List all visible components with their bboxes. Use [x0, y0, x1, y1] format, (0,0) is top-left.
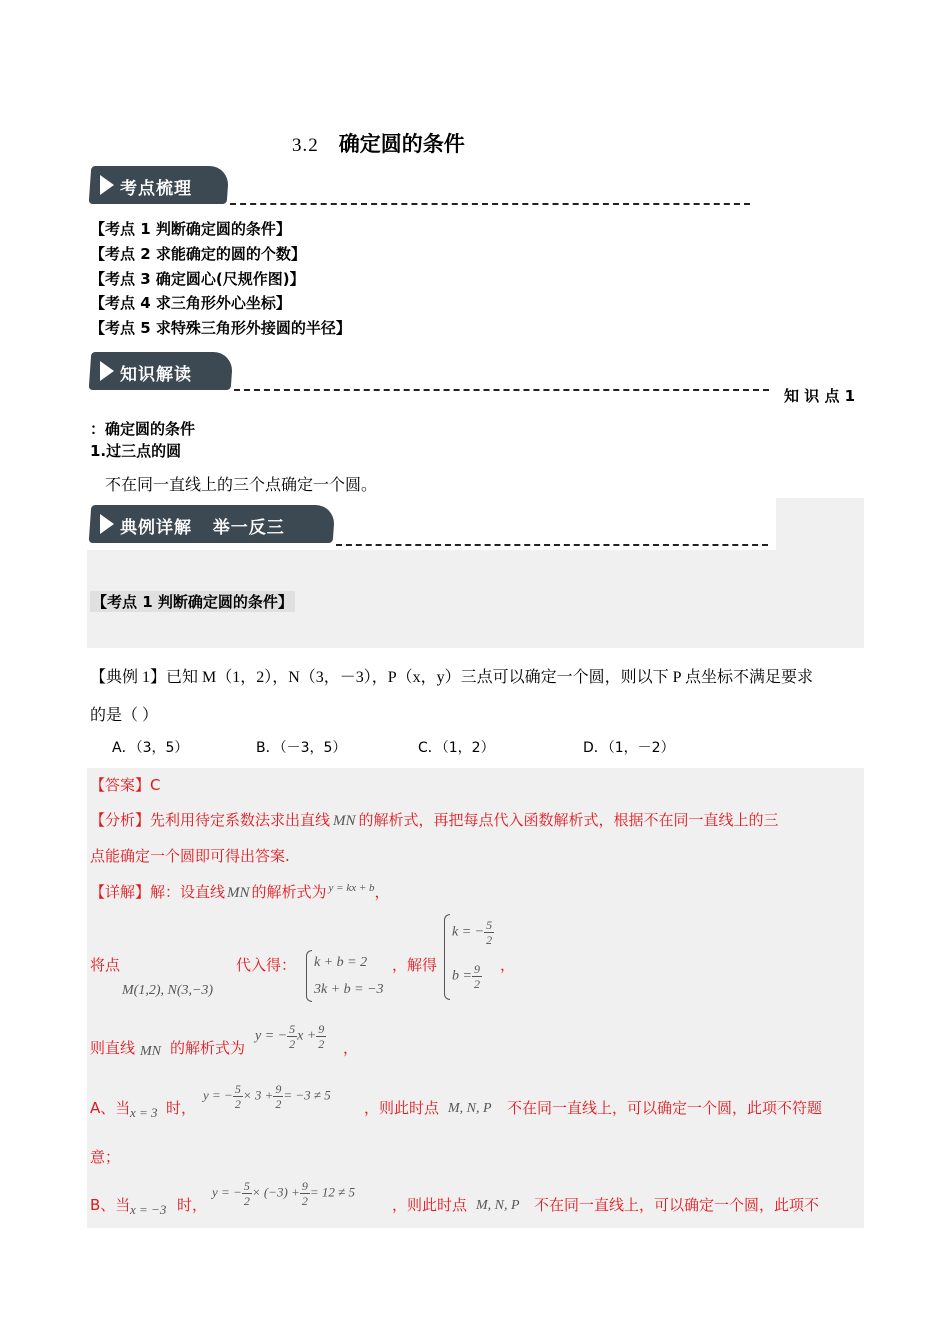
analysis-line2: 点能确定一个圆即可得出答案. — [90, 847, 290, 865]
banner-zhishi-label: 知识解读 — [120, 365, 192, 385]
optA-calc: y = − $\frac{5}{2}$ × 3 + $\frac{9}{2}$ = −3 ≠ 5 — [203, 1082, 331, 1111]
optA-then: ，则此时点 — [364, 1099, 440, 1117]
optA-when: 时， — [166, 1099, 197, 1117]
knowledge-point-title: ：确定圆的条件 — [90, 420, 196, 438]
banner-zhishi — [90, 352, 234, 390]
kaodian-item-5: 【考点 5 求特殊三角形外接圆的半径】 — [90, 319, 351, 337]
example-stem-line1: 【典例 1】已知 M（1，2），N（3，－3），P（x，y）三点可以确定一个圆，则以下 P 点坐标不满足要求 — [90, 669, 813, 686]
optB-x: x = −3 — [130, 1202, 167, 1217]
section-header: 【考点 1 判断确定圆的条件】 — [92, 593, 293, 611]
analysis-line1: 【分析】先利用待定系数法求出直线 MN 的解析式，再把每点代入函数解析式，根据不在同一直线上的三 — [90, 811, 779, 829]
knowledge-content: 不在同一直线上的三个点确定一个圆。 — [105, 477, 378, 494]
substitute-label-2: 代入得： — [236, 956, 297, 974]
answer-line: 【答案】C — [90, 776, 161, 794]
title-number: 3.2 — [292, 135, 319, 156]
optB-label: B、当 — [90, 1196, 131, 1214]
example-stem-line2: 的是（ ） — [90, 707, 159, 724]
page-title — [292, 128, 465, 158]
kaodian-item-4: 【考点 4 求三角形外心坐标】 — [90, 294, 291, 312]
banner-dianli-label: 典例详解 举一反三 — [120, 518, 285, 538]
brace — [444, 914, 450, 1000]
line-eq-label-2: 的解析式为 — [170, 1039, 246, 1057]
b-solution: b = $\frac{9}{2}$ — [452, 962, 480, 991]
play-icon — [100, 361, 114, 381]
line-eq-label: 则直线 — [90, 1039, 136, 1057]
option-c: C．（1，2） — [418, 740, 495, 756]
eq2: 3k + b = −3 — [314, 982, 384, 997]
knowledge-subtitle: 1.过三点的圆 — [90, 442, 182, 460]
option-a: A．（3，5） — [112, 740, 189, 756]
math-mn: MN — [140, 1044, 161, 1059]
play-icon — [100, 514, 114, 534]
divider — [336, 544, 768, 546]
optB-conclusion: 不在同一直线上，可以确定一个圆，此项不 — [534, 1196, 820, 1214]
optA-points: M, N, P — [448, 1101, 492, 1116]
k-solution: k = − $\frac{5}{2}$ — [452, 918, 493, 947]
optA-conclusion: 不在同一直线上，可以确定一个圆，此项不符题 — [507, 1099, 823, 1117]
optA-x: x = 3 — [130, 1105, 158, 1120]
title-text: 确定圆的条件 — [338, 132, 465, 156]
kaodian-item-1: 【考点 1 判断确定圆的条件】 — [90, 220, 291, 238]
play-icon — [100, 175, 114, 195]
banner-kaodian — [90, 166, 230, 204]
brace — [306, 950, 312, 1002]
eq1: k + b = 2 — [314, 955, 368, 970]
solve-label: ，解得 — [392, 956, 438, 974]
option-b: B．（－3，5） — [256, 740, 347, 756]
option-d: D．（1，－2） — [583, 740, 675, 756]
substitute-label: 将点 — [90, 956, 121, 974]
optA-end: 意； — [90, 1148, 121, 1166]
optB-when: 时， — [177, 1196, 208, 1214]
optB-then: ，则此时点 — [392, 1196, 468, 1214]
banner-kaodian-label: 考点梳理 — [120, 179, 192, 199]
divider — [234, 389, 769, 391]
optB-points: M, N, P — [476, 1198, 520, 1213]
divider — [230, 203, 750, 205]
kaodian-item-3: 【考点 3 确定圆心(尺规作图)】 — [90, 270, 305, 288]
line-equation: y = − $\frac{5}{2}$ x + $\frac{9}{2}$ — [255, 1022, 325, 1051]
optB-calc: y = − $\frac{5}{2}$ × (−3) + $\frac{9}{2}$ = 12 ≠ 5 — [212, 1179, 355, 1208]
kaodian-item-2: 【考点 2 求能确定的圆的个数】 — [90, 245, 306, 263]
banner-dianli — [90, 505, 336, 543]
math-points: M(1,2), N(3,−3) — [122, 983, 214, 998]
optA-label: A、当 — [90, 1099, 131, 1117]
detail-line: 【详解】解：设直线 MN 的解析式为 $^{y = kx + b}$， — [90, 882, 390, 901]
knowledge-point-label: 知 识 点 1 — [784, 387, 856, 405]
